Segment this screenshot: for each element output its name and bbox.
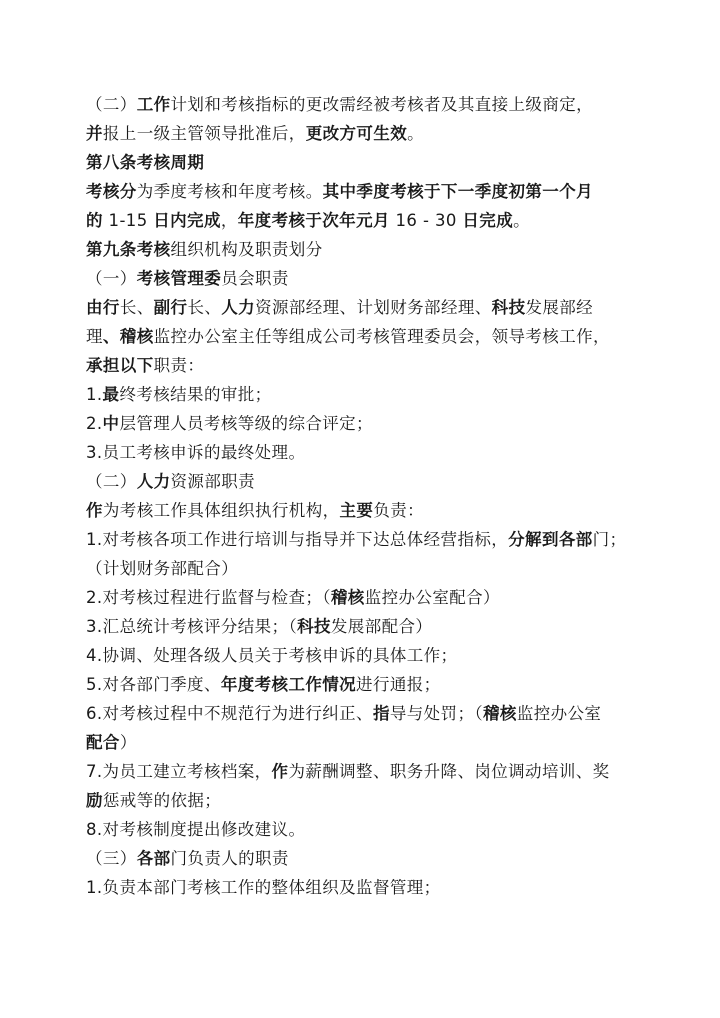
list-item: [86, 878, 441, 898]
text-segment: 指: [372, 704, 390, 723]
text-segment: 进行通报；: [356, 675, 441, 694]
text-segment: 2.对考核过程进行监督与检查；（: [86, 588, 331, 607]
text-segment: 考核管理委: [136, 269, 222, 288]
text-segment: 由行: [86, 298, 120, 317]
text-segment: 为考核工作具体组织执行机构，: [102, 501, 340, 520]
text-segment: 职责：: [153, 356, 205, 375]
text-segment: 16 - 30: [389, 211, 463, 230]
text-segment: 承担以下: [86, 356, 154, 375]
list-item: [86, 385, 272, 405]
text-line: [86, 356, 204, 376]
list-item: [86, 704, 601, 724]
text-segment: 日内完成: [153, 211, 221, 230]
text-segment: 。: [407, 124, 425, 143]
text-segment: 报上一级主管领导批准后，: [102, 124, 306, 143]
text-segment: 年度考核工作情况: [220, 675, 357, 694]
text-segment: 门；: [592, 530, 627, 549]
text-segment: 稽核: [330, 588, 365, 607]
text-segment: 长、: [187, 298, 222, 317]
text-segment: （计划财务部配合）: [86, 559, 239, 578]
subsection-heading: [86, 269, 289, 289]
text-segment: 人力: [136, 472, 171, 491]
text-segment: 监控办公室主任等组成公司考核管理委员会，领导考核工作，: [153, 327, 610, 346]
list-item: [86, 588, 500, 608]
text-segment: 1.负责本部门考核工作的整体组织及监督管理；: [86, 878, 441, 897]
text-segment: （三）: [86, 849, 137, 868]
text-segment: 励: [86, 791, 103, 810]
text-segment: 导与处罚；（: [389, 704, 484, 723]
text-line: [86, 124, 424, 144]
text-segment: 6.对考核过程中不规范行为进行纠正、: [86, 704, 373, 723]
text-segment: 员会职责: [221, 269, 289, 288]
list-item: [86, 617, 432, 637]
section-heading: [86, 153, 204, 173]
text-segment: 1.对考核各项工作进行培训与指导并下达总体经营指标，: [86, 530, 509, 549]
text-segment: 1.: [86, 385, 103, 404]
text-line: [86, 733, 137, 753]
list-item: [86, 646, 457, 666]
text-segment: 第八条考核周期: [86, 153, 205, 172]
text-segment: 作: [86, 501, 103, 520]
text-segment: 8.对考核制度提出修改建议。: [86, 820, 306, 839]
text-segment: 并: [86, 124, 103, 143]
subsection-heading: [86, 849, 289, 869]
text-segment: 副行: [153, 298, 188, 317]
text-segment: 资源部职责: [170, 472, 256, 491]
text-segment: 更改方可生效: [305, 124, 408, 143]
text-segment: 负责：: [373, 501, 425, 520]
text-segment: 第九条考核: [86, 240, 171, 259]
list-item: [86, 443, 305, 463]
text-segment: 长、: [119, 298, 154, 317]
list-item: [86, 762, 610, 782]
text-segment: ，: [220, 211, 238, 230]
section-heading: [86, 240, 323, 260]
text-segment: 中: [102, 414, 120, 433]
text-segment: 3.员工考核申诉的最终处理。: [86, 443, 306, 462]
text-segment: 工作: [136, 95, 171, 114]
text-segment: 5.对各部门季度、: [86, 675, 221, 694]
text-segment: 作: [271, 762, 289, 781]
text-line: [86, 182, 593, 202]
list-item: [86, 530, 626, 550]
text-segment: （二）: [86, 95, 137, 114]
text-segment: 。: [513, 211, 531, 230]
text-segment: 日完成: [462, 211, 514, 230]
list-item: [86, 820, 305, 840]
text-segment: 发展部配合）: [330, 617, 433, 636]
text-segment: ）: [119, 733, 137, 752]
text-segment: 2.: [86, 414, 103, 433]
text-segment: 各部: [136, 849, 171, 868]
list-item: [86, 414, 373, 434]
text-segment: 为季度考核和年度考核。: [136, 182, 323, 201]
text-line: [86, 327, 610, 347]
text-segment: 配合: [86, 733, 120, 752]
text-segment: 3.汇总统计考核评分结果；（: [86, 617, 298, 636]
text-segment: 资源部经理、计划财务部经理、: [255, 298, 492, 317]
text-line: [86, 95, 593, 115]
text-segment: 为薪酬调整、职务升降、岗位调动培训、奖: [288, 762, 610, 781]
text-line: [86, 298, 593, 318]
text-segment: 年度考核于次年元月: [237, 211, 390, 230]
text-line: [86, 791, 221, 811]
text-segment: 稽核: [483, 704, 517, 723]
text-segment: 1-15: [102, 211, 154, 230]
text-segment: 科技: [491, 298, 526, 317]
text-segment: 、稽核: [102, 327, 154, 346]
text-segment: 考核分: [86, 182, 137, 201]
subsection-heading: [86, 472, 255, 492]
text-segment: （一）: [86, 269, 137, 288]
text-segment: 惩戒等的依据；: [102, 791, 222, 810]
text-segment: 人力: [221, 298, 256, 317]
text-segment: 最: [102, 385, 120, 404]
text-line: [86, 559, 238, 579]
text-segment: 终考核结果的审批；: [119, 385, 272, 404]
text-segment: 计划和考核指标的更改需经被考核者及其直接上级商定，: [170, 95, 594, 114]
text-segment: 主要: [339, 501, 374, 520]
text-segment: 科技: [297, 617, 331, 636]
text-segment: 4.协调、处理各级人员关于考核申诉的具体工作；: [86, 646, 458, 665]
text-segment: 门负责人的职责: [170, 849, 289, 868]
list-item: [86, 675, 441, 695]
text-segment: 7.为员工建立考核档案，: [86, 762, 272, 781]
text-segment: 组织机构及职责划分: [170, 240, 323, 259]
text-segment: 监控办公室: [516, 704, 602, 723]
text-segment: 监控办公室配合）: [364, 588, 500, 607]
text-line: [86, 211, 530, 231]
text-segment: 层管理人员考核等级的综合评定；: [119, 414, 373, 433]
text-segment: 发展部经: [525, 298, 594, 317]
text-segment: 其中季度考核于下一季度初第一个月: [322, 182, 594, 201]
text-segment: 理: [86, 327, 103, 346]
text-line: [86, 501, 424, 521]
text-segment: 的: [86, 211, 103, 230]
text-segment: （二）: [86, 472, 137, 491]
text-segment: 分解到各部: [508, 530, 593, 549]
